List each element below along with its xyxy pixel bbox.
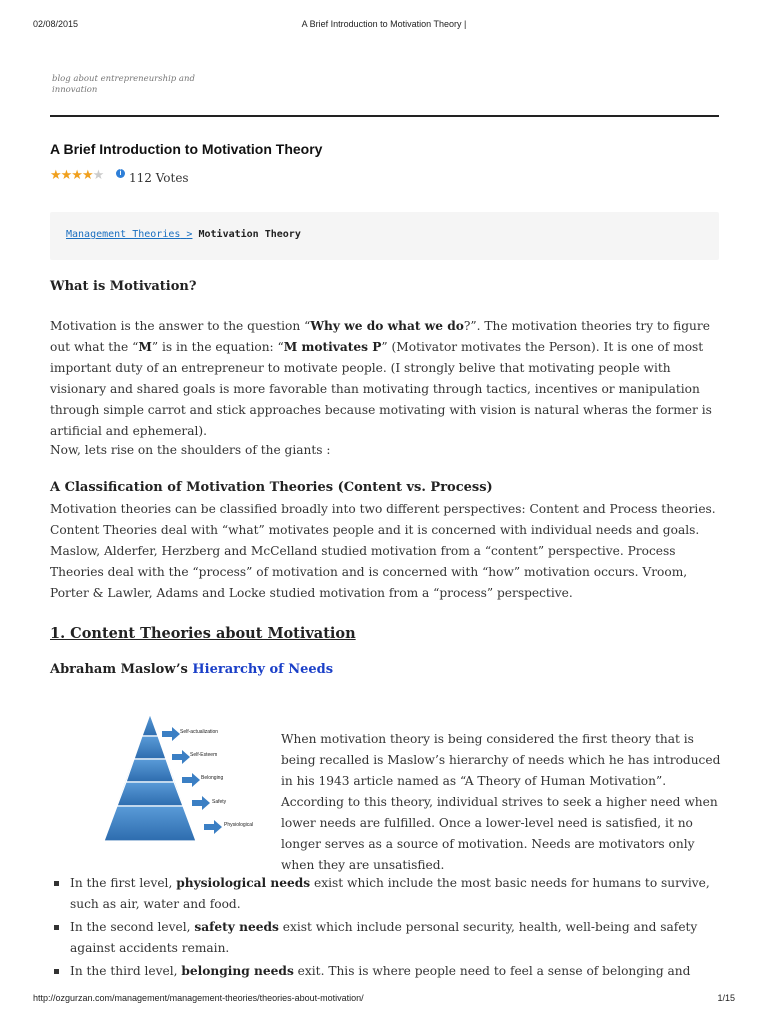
pyramid-label-belonging: Belonging [201,775,224,781]
paragraph-giants: Now, lets rise on the shoulders of the giants : [50,443,331,457]
print-header [33,19,735,31]
page-title: A Brief Introduction to Motivation Theory [50,141,323,157]
print-date: 02/08/2015 [33,19,79,29]
pyramid-label-self-esteem: Self-Esteem [190,752,218,758]
maslow-description: When motivation theory is being considered the first theory that is being recalled is Maslow’s hierarchy of needs which he has introduced in his 1943 article named as “A Theory of Human Motivation”. According to this theory, individual strives to seek a higher need when lower needs are fulfilled. Once a lower-level need is satisfied, it no longer serves as a source of motivation. Needs are motivators only when they are unsatisfied. [281,732,721,872]
pyramid-label-physiological: Physiological [224,822,254,828]
hierarchy-of-needs-link[interactable]: Hierarchy of Needs [192,662,334,677]
list-item: In the third level, belonging needs exit. This is where people need to feel a sense of belonging and [50,961,719,982]
page-number: 1/15 [717,993,735,1003]
breadcrumb-current: Motivation Theory [198,229,301,240]
maslow-heading: Abraham Maslow’s Hierarchy of Needs [50,662,334,677]
maslow-pyramid-image [52,708,262,843]
breadcrumb [66,229,301,240]
blog-tagline: blog about entrepreneurship and innovation [52,74,195,95]
pyramid-label-self-actualization: Self-actualization [180,729,219,735]
list-item: In the second level, safety needs exist which include personal security, health, well-being and safety against accidents remain. [50,917,719,959]
section-heading: A Classification of Motivation Theories (Content vs. Process) [50,480,493,495]
votes-count: 112 Votes [129,171,189,185]
header-divider [50,115,719,117]
content-theories-heading: 1. Content Theories about Motivation [50,625,356,642]
pyramid-label-safety: Safety [212,799,227,805]
breadcrumb-box [50,212,719,260]
page-url: http://ozgurzan.com/management/management-theories/theories-about-motivation/ [33,993,364,1003]
print-title: A Brief Introduction to Motivation Theory | [301,19,467,29]
star-rating-icon[interactable]: ★★★★★ [50,168,104,183]
list-item: In the first level, physiological needs exist which include the most basic needs for humans to survive, such as air, water and food. [50,873,719,915]
section-classification [50,480,719,495]
print-footer [33,993,735,1005]
paragraph-classification: Motivation theories can be classified broadly into two different perspectives: Content and Process theories. Content Theories deal with “what” motivates people and it is concerned with individual needs and goals. Maslow, Alderfer, Herzberg and McCelland studied motivation from a “content” perspective. Process Theories deal with the “process” of motivation and is concerned with “how” motivation occurs. Vroom, Porter & Lawler, Adams and Locke studied motivation from a “process” perspective. [50,502,716,600]
section-what-is-motivation [50,279,719,294]
maslow-levels-list [50,873,719,984]
breadcrumb-link-management-theories[interactable]: Management Theories > [66,229,193,240]
section-heading: What is Motivation? [50,279,197,294]
info-icon[interactable]: i [116,169,125,178]
paragraph-motivation-definition: Motivation is the answer to the question “Why we do what we do?”. The motivation theories try to figure out what the “M” is in the equation: “M motivates P” (Motivator motivates the Person). It is one of most important duty of an entrepreneur to motivate people. (I strongly belive that motivating people with visionary and shared goals is more favorable than motivating through tactics, incentives or manipulation through simple carrot and stick approaches because motivating with vision is natural wheras the former is artificial and ephemeral). [50,319,712,438]
